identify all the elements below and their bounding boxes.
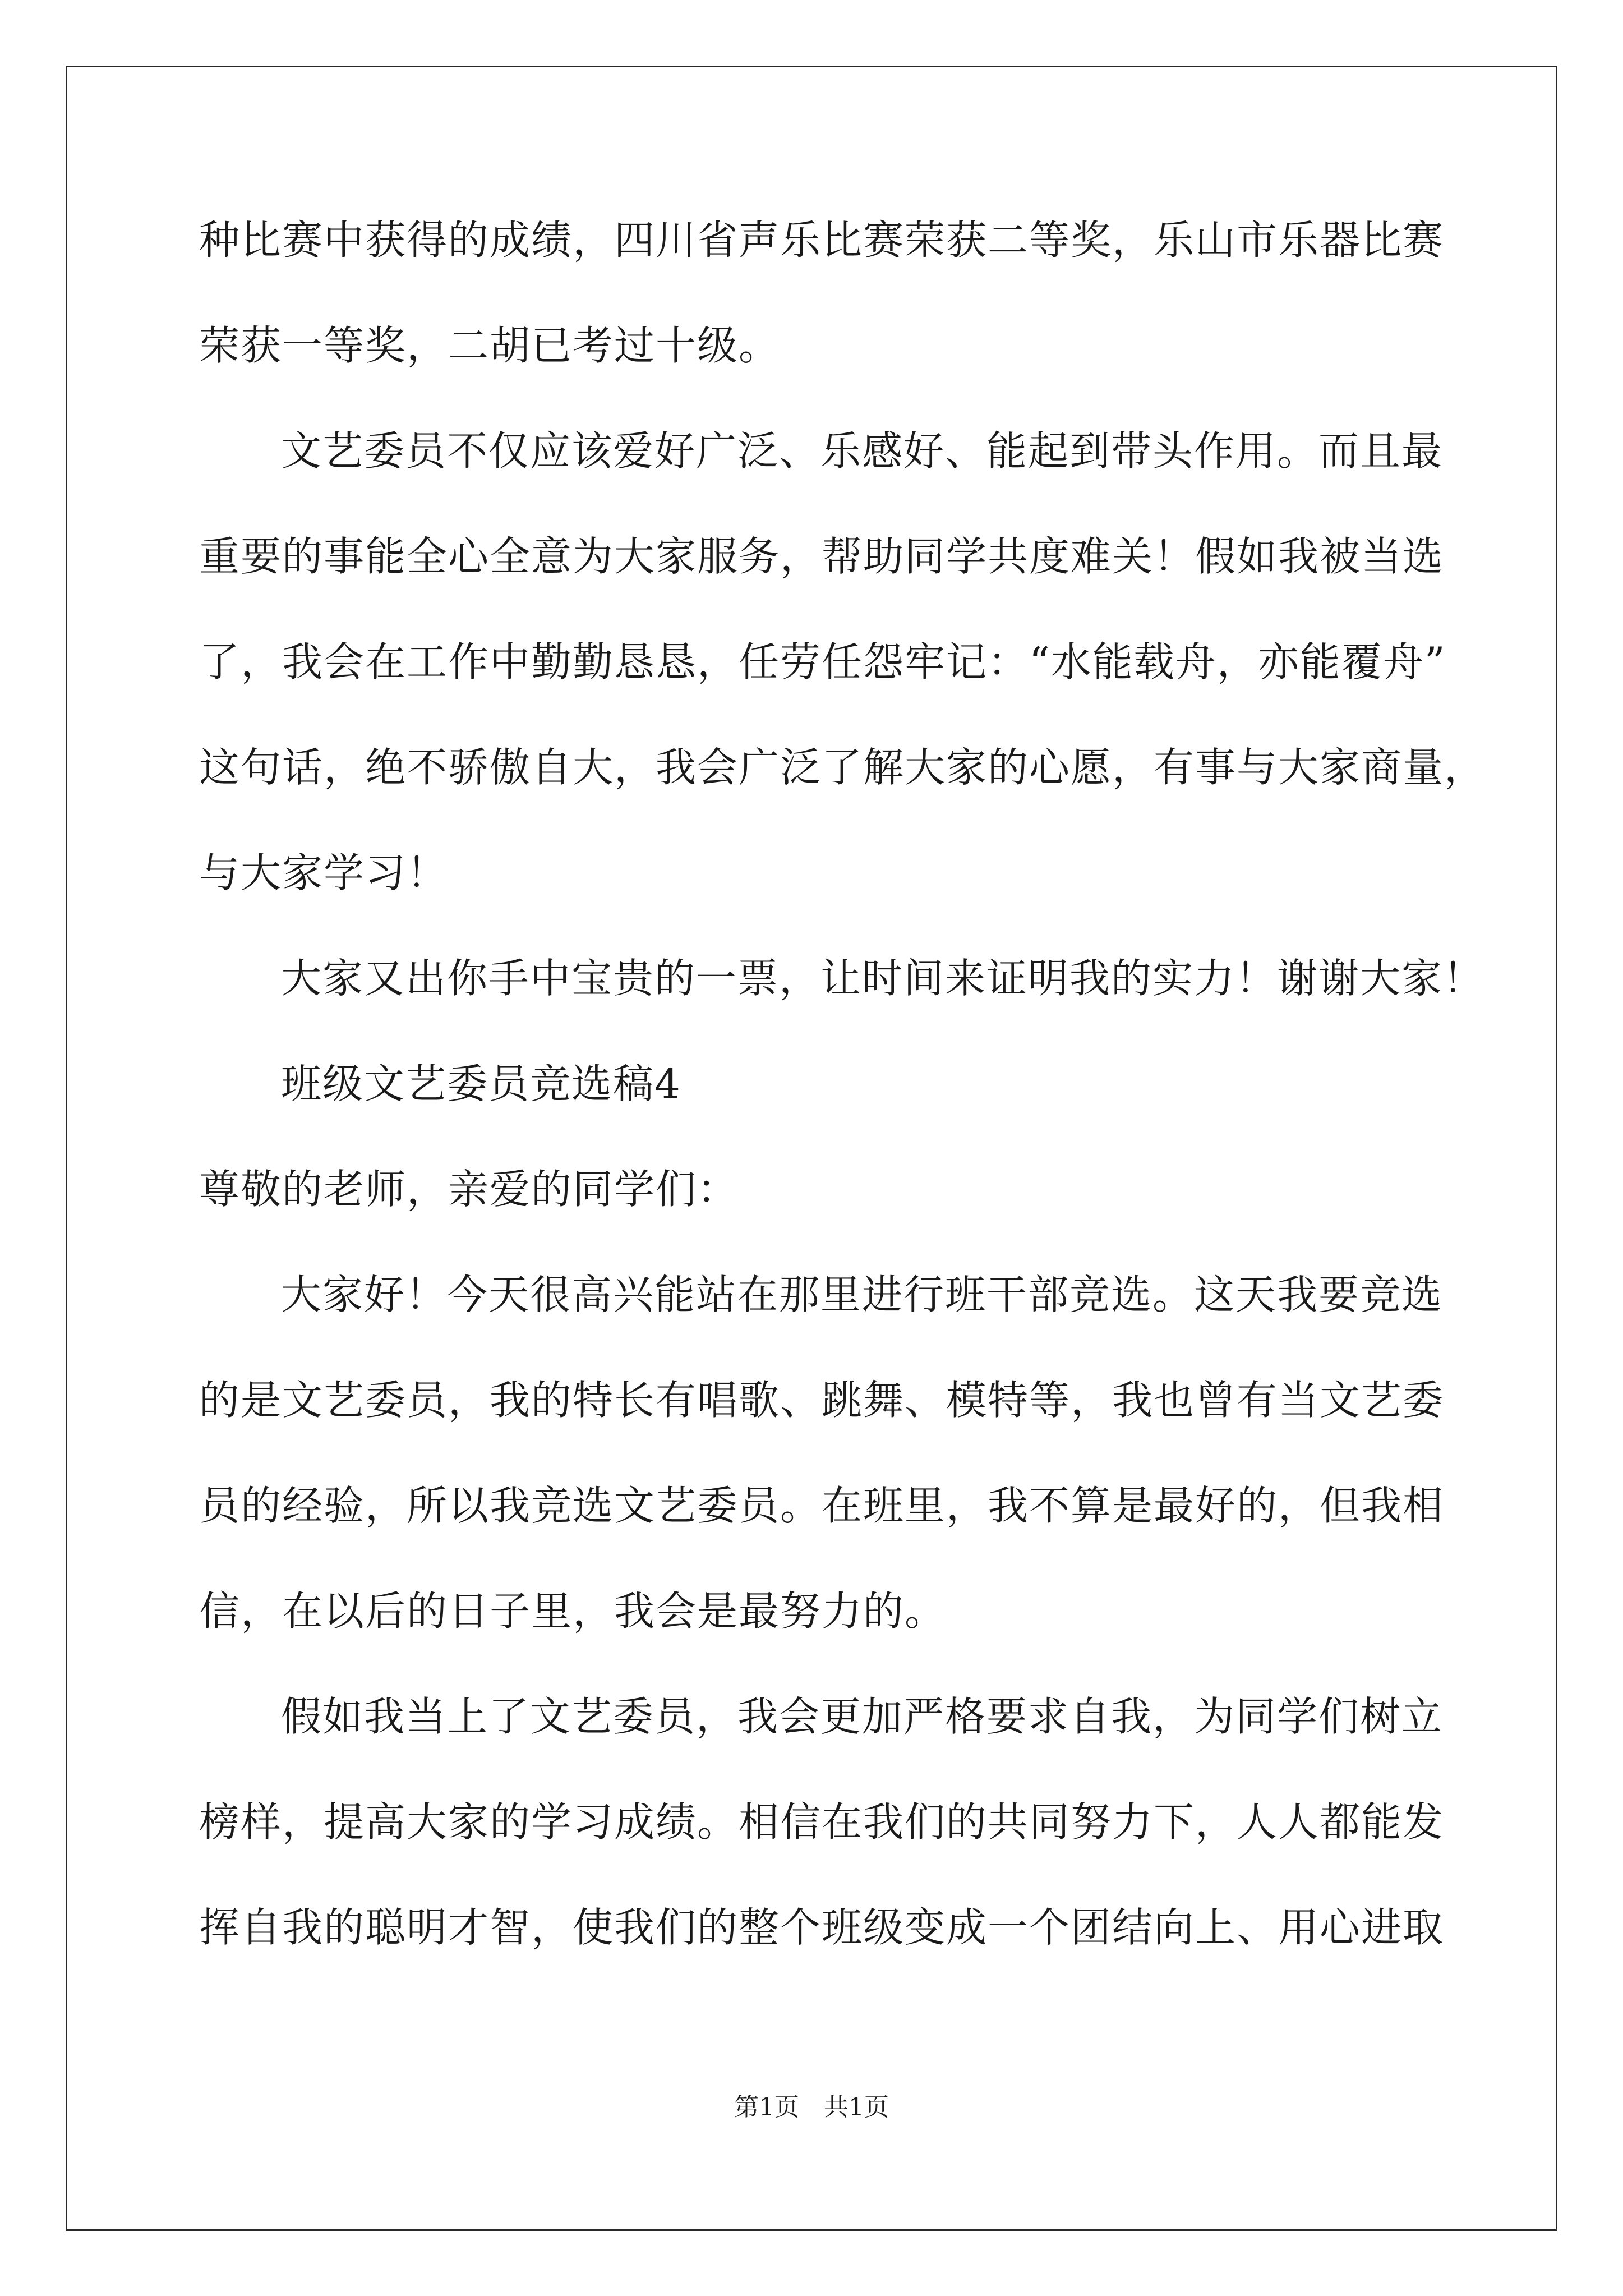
text-line: 了，我会在工作中勤勤恳恳，任劳任怨牢记：“水能载舟，亦能覆舟” (199, 638, 1446, 685)
paragraph-start-line: 文艺委员不仅应该爱好广泛、乐感好、能起到带头作用。而且最 (281, 427, 1444, 475)
text-line: 信，在以后的日子里，我会是最努力的。 (199, 1588, 947, 1635)
paragraph-start-line: 假如我当上了文艺委员，我会更加严格要求自我，为同学们树立 (281, 1693, 1444, 1740)
text-line: 榜样，提高大家的学习成绩。相信在我们的共同努力下，人人都能发 (199, 1798, 1445, 1846)
page-number-footer: 第1页 共1页 (734, 2093, 889, 2122)
paragraph-start-line: 大家好！今天很高兴能站在那里进行班干部竞选。这天我要竞选 (281, 1271, 1444, 1318)
text-line: 荣获一等奖，二胡已考过十级。 (199, 322, 781, 369)
text-line: 重要的事能全心全意为大家服务，帮助同学共度难关！假如我被当选 (199, 533, 1445, 580)
text-line: 这句话，绝不骄傲自大，我会广泛了解大家的心愿，有事与大家商量， (199, 744, 1486, 791)
paragraph-start-line: 大家又出你手中宝贵的一票，让时间来证明我的实力！谢谢大家！ (281, 955, 1485, 1002)
text-line: 员的经验，所以我竞选文艺委员。在班里，我不算是最好的，但我相 (199, 1482, 1445, 1529)
text-line: 种比赛中获得的成绩，四川省声乐比赛荣获二等奖，乐山市乐器比赛 (199, 217, 1445, 264)
salutation: 尊敬的老师，亲爱的同学们： (199, 1166, 739, 1213)
text-line: 挥自我的聪明才智，使我们的整个班级变成一个团结向上、用心进取 (199, 1904, 1445, 1951)
text-line: 与大家学习！ (199, 849, 449, 896)
text-line: 的是文艺委员，我的特长有唱歌、跳舞、模特等，我也曾有当文艺委 (199, 1377, 1445, 1424)
section-title: 班级文艺委员竞选稿4 (281, 1060, 681, 1107)
